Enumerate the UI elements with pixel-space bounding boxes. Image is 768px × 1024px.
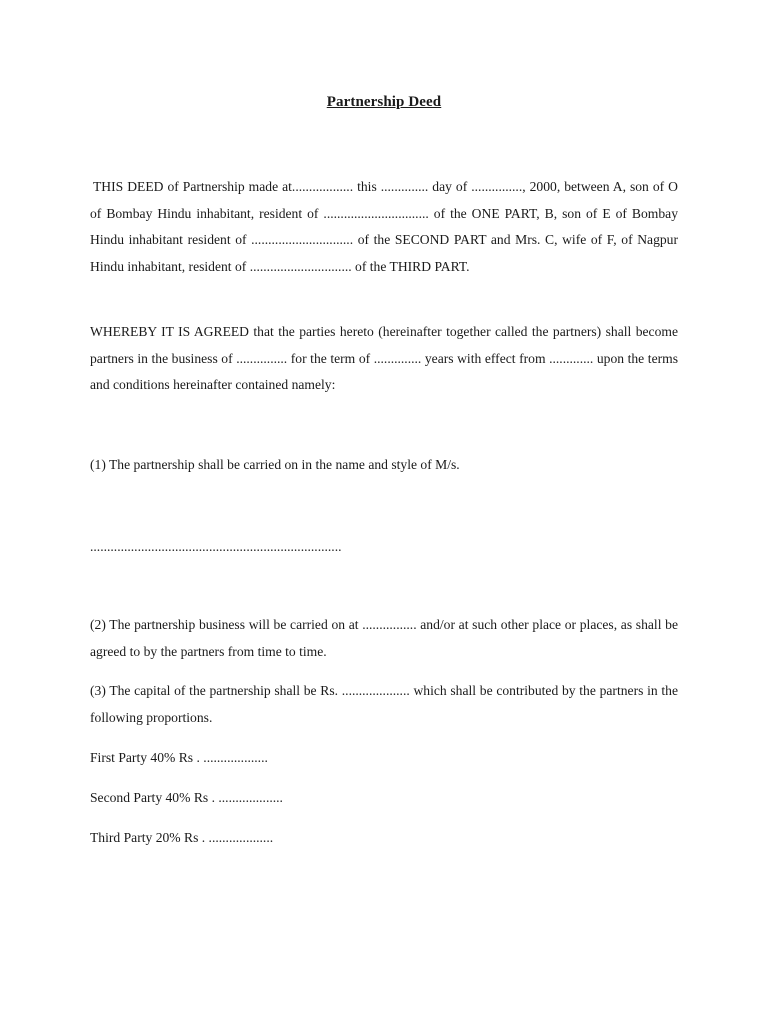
- clause-3: (3) The capital of the partnership shall be Rs. .................... which shall be contributed by the partners in the following proportions.: [90, 683, 678, 725]
- share-second-party: Second Party 40% Rs . ...................: [90, 790, 283, 805]
- whereby-paragraph: WHEREBY IT IS AGREED that the parties hereto (hereinafter together called the partners) shall become partners in the business of ............... for the term of .............. years with effect from ............. upon the terms and conditions hereinafter contained namely:: [90, 324, 678, 392]
- clause-1: (1) The partnership shall be carried on in the name and style of M/s.: [90, 457, 460, 472]
- clause-1-blank-line: ..........................................................................: [90, 539, 342, 554]
- share-third-party: Third Party 20% Rs . ...................: [90, 830, 274, 845]
- clause-2: (2) The partnership business will be carried on at ................ and/or at such other place or places, as shall be agreed to by the partners from time to time.: [90, 617, 678, 659]
- intro-paragraph: THIS DEED of Partnership made at.................. this .............. day of ..............., 2000, between A, son of O of Bombay Hindu inhabitant, resident of ............................... of the ONE PART, B, son of E of Bombay Hindu inhabitant resident of .............................. of the SECOND PART and Mrs. C, wife of F, of Nagpur Hindu inhabitant, resident of .............................. of the THIRD PART.: [90, 179, 678, 274]
- document-title: Partnership Deed: [326, 94, 442, 110]
- share-first-party: First Party 40% Rs . ...................: [90, 750, 268, 765]
